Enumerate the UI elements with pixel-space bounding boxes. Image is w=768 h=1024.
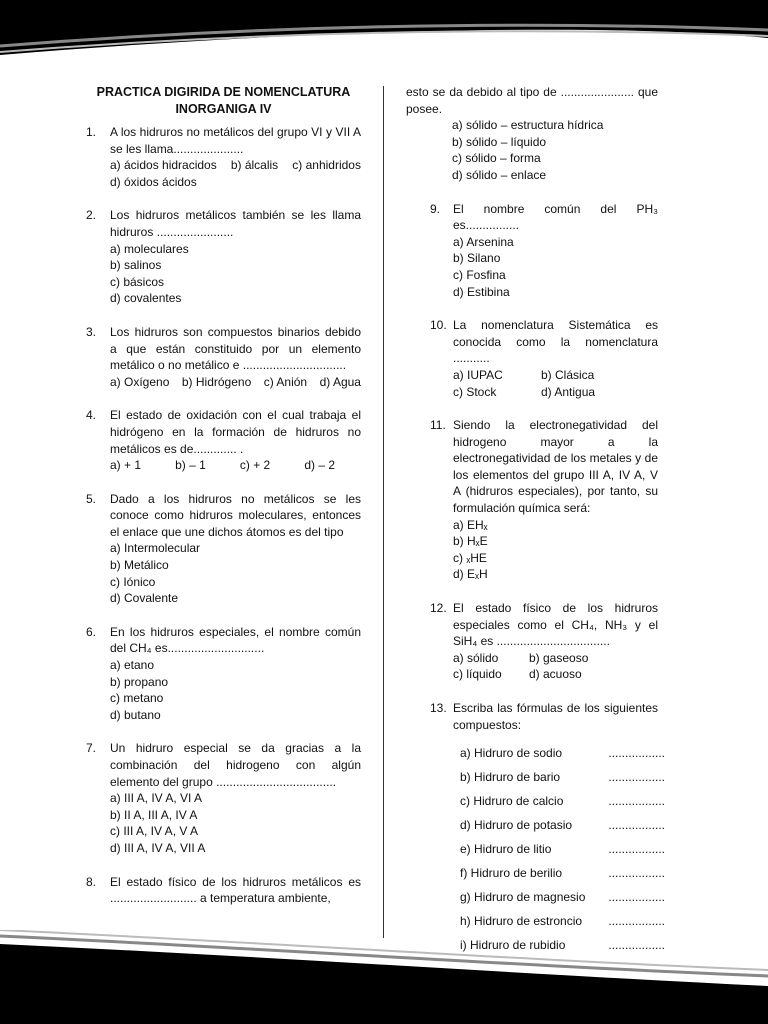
compound-item: [460, 937, 665, 954]
answer-blank[interactable]: .................: [608, 794, 665, 809]
question-8-options: [406, 117, 658, 183]
option: b) Silano: [453, 251, 501, 266]
answer-blank[interactable]: .................: [608, 914, 665, 929]
question-number: 1.: [86, 125, 97, 139]
option: c) Stock: [453, 384, 497, 399]
answer-blank[interactable]: .................: [608, 746, 665, 761]
question-number: 13.: [430, 701, 447, 715]
option: b) Hidrógeno: [181, 374, 252, 389]
option: c) sólido – forma: [452, 151, 541, 166]
option: c) + 2: [239, 458, 271, 473]
question-number: 2.: [86, 208, 97, 223]
question-number: 10.: [430, 318, 447, 333]
question-2: [86, 207, 361, 307]
compound-label: d) Hidruro de potasio: [460, 818, 573, 833]
option: d) – 2: [304, 458, 335, 473]
question-5: [86, 491, 361, 607]
compound-item: [460, 745, 665, 762]
question-stem: Dado a los hidruros no metálicos se les conoce como hidruros moleculares, entonces el enlace que une dichos átomos es del tipo: [110, 491, 361, 539]
answer-blank[interactable]: .................: [608, 770, 665, 785]
question-stem: Los hidruros metálicos también se les llama hidruros .......................: [110, 208, 361, 239]
question-13: [406, 700, 658, 733]
option: b) álcalis: [230, 158, 279, 173]
option: c) Fosfina: [453, 267, 506, 282]
question-stem: A los hidruros no metálicos del grupo VI y VII A se les llama.....................: [110, 125, 361, 156]
option: c) Anión: [263, 374, 308, 389]
compound-label: a) Hidruro de sodio: [460, 746, 563, 761]
option: c) líquido: [453, 667, 502, 682]
option: d) III A, IV A, VII A: [110, 840, 206, 855]
compound-label: g) Hidruro de magnesio: [460, 890, 586, 905]
question-stem: El estado físico de los hidruros especiales como el CH₄, NH₃ y el SiH₄ es ..................................: [453, 601, 658, 649]
question-number: 12.: [430, 601, 447, 616]
compound-item: [460, 793, 665, 810]
option: b) salinos: [110, 258, 162, 273]
compound-item: [460, 889, 665, 906]
option: d) covalentes: [110, 291, 182, 306]
option: b) Clásica: [541, 367, 595, 382]
compound-item: [460, 841, 665, 858]
left-column: [86, 84, 361, 924]
question-6: [86, 624, 361, 724]
compound-item: [460, 769, 665, 786]
question-3: [86, 324, 361, 390]
question-10: [406, 317, 658, 400]
answer-blank[interactable]: .................: [608, 818, 665, 833]
question-stem: Un hidruro especial se da gracias a la combinación del hidrogeno con algún elemento del grupo ....................................: [110, 741, 361, 789]
answer-blank[interactable]: .................: [608, 842, 665, 857]
question-stem: El estado de oxidación con el cual trabaja el hidrógeno en la formación de hidruros no metálicos es de............. .: [110, 408, 361, 456]
question-number: 6.: [86, 624, 97, 639]
question-1: [86, 124, 361, 190]
question-9: [406, 201, 658, 301]
option: a) + 1: [110, 458, 142, 473]
option: d) Agua: [319, 374, 361, 389]
top-decorative-band: [0, 0, 768, 62]
question-7: [86, 740, 361, 856]
option: d) óxidos ácidos: [110, 174, 197, 189]
option: c) básicos: [110, 274, 165, 289]
answer-blank[interactable]: .................: [608, 890, 665, 905]
option: a) etano: [110, 658, 155, 673]
option: d) Covalente: [110, 591, 179, 606]
option: d) Antigua: [541, 384, 596, 399]
question-stem: Escriba las fórmulas de los siguientes compuestos:: [453, 701, 658, 732]
question-number: 3.: [86, 324, 97, 339]
option: a) sólido – estructura hídrica: [452, 118, 604, 133]
question-number: 11.: [430, 418, 446, 433]
option: a) moleculares: [110, 241, 189, 256]
question-stem: Los hidruros son compuestos binarios debido a que están constituido por un elemento metálico o no metálico e ...............................: [110, 324, 361, 373]
compound-label: f) Hidruro de berilio: [460, 866, 563, 881]
option: c) anhidridos: [292, 158, 361, 173]
question-stem: En los hidruros especiales, el nombre común del CH₄ es.............................: [110, 624, 361, 656]
option: d) butano: [110, 707, 161, 722]
option: a) Oxígeno: [110, 374, 170, 389]
question-number: 7.: [86, 741, 97, 756]
option: a) IUPAC: [453, 367, 503, 382]
question-number: 9.: [430, 201, 441, 216]
answer-blank[interactable]: .................: [608, 938, 665, 953]
question-8: [86, 874, 361, 907]
document-title: PRACTICA DIGIRIDA DE NOMENCLATURA INORGANIGA IV: [96, 85, 351, 116]
compound-label: i) Hidruro de rubidio: [460, 938, 566, 953]
option: c) Iónico: [110, 574, 156, 589]
compound-item: [460, 913, 665, 930]
option: a) III A, IV A, VI A: [110, 791, 203, 806]
compound-item: [460, 817, 665, 834]
option: c) III A, IV A, V A: [110, 824, 199, 839]
option: a) ácidos hidracidos: [110, 158, 217, 173]
compound-label: e) Hidruro de litio: [460, 842, 552, 857]
option: c) ₓHE: [453, 550, 487, 565]
option: a) sólido: [453, 650, 499, 665]
option: b) propano: [110, 674, 169, 689]
option: b) II A, III A, IV A: [110, 807, 198, 822]
question-11: [406, 417, 658, 583]
option: b) gaseoso: [529, 650, 589, 665]
option: b) sólido – líquido: [452, 134, 547, 149]
answer-blank[interactable]: .................: [608, 866, 665, 881]
question-4: [86, 407, 361, 473]
option: d) sólido – enlace: [452, 167, 547, 182]
question-number: 5.: [86, 491, 97, 506]
option: b) HₓE: [453, 534, 488, 549]
option: d) acuoso: [529, 667, 582, 682]
question-stem: Siendo la electronegatividad del hidrogeno mayor a la electronegatividad de los metales y de los elementos del grupo III A, IV A, V A (hidruros especiales), por tanto, su formulación química será:: [453, 418, 658, 516]
right-column: [406, 84, 665, 961]
question-number: 8.: [86, 874, 97, 889]
option: a) Arsenina: [453, 234, 514, 249]
question-stem: La nomenclatura Sistemática es conocida como la nomenclatura ...........: [453, 318, 658, 366]
option: a) Intermolecular: [110, 541, 201, 556]
compound-label: b) Hidruro de bario: [460, 770, 561, 785]
question-8-continuation: esto se da debido al tipo de ...................... que posee.: [406, 85, 658, 116]
compound-item: [460, 865, 665, 882]
option: b) – 1: [175, 458, 206, 473]
compound-label: h) Hidruro de estroncio: [460, 914, 583, 929]
option: b) Metálico: [110, 558, 169, 573]
question-stem: El nombre común del PH₃ es................: [453, 201, 658, 233]
column-divider: [383, 86, 384, 938]
option: d) EₓH: [453, 567, 488, 582]
option: d) Estibina: [453, 284, 510, 299]
option: a) EHₓ: [453, 517, 488, 532]
question-12: [406, 600, 658, 683]
question-stem: El estado físico de los hidruros metálicos es .......................... a temperatura ambiente,: [110, 874, 361, 906]
compound-list: [406, 745, 665, 953]
question-number: 4.: [86, 408, 97, 423]
compound-label: c) Hidruro de calcio: [460, 794, 564, 809]
option: c) metano: [110, 691, 164, 706]
